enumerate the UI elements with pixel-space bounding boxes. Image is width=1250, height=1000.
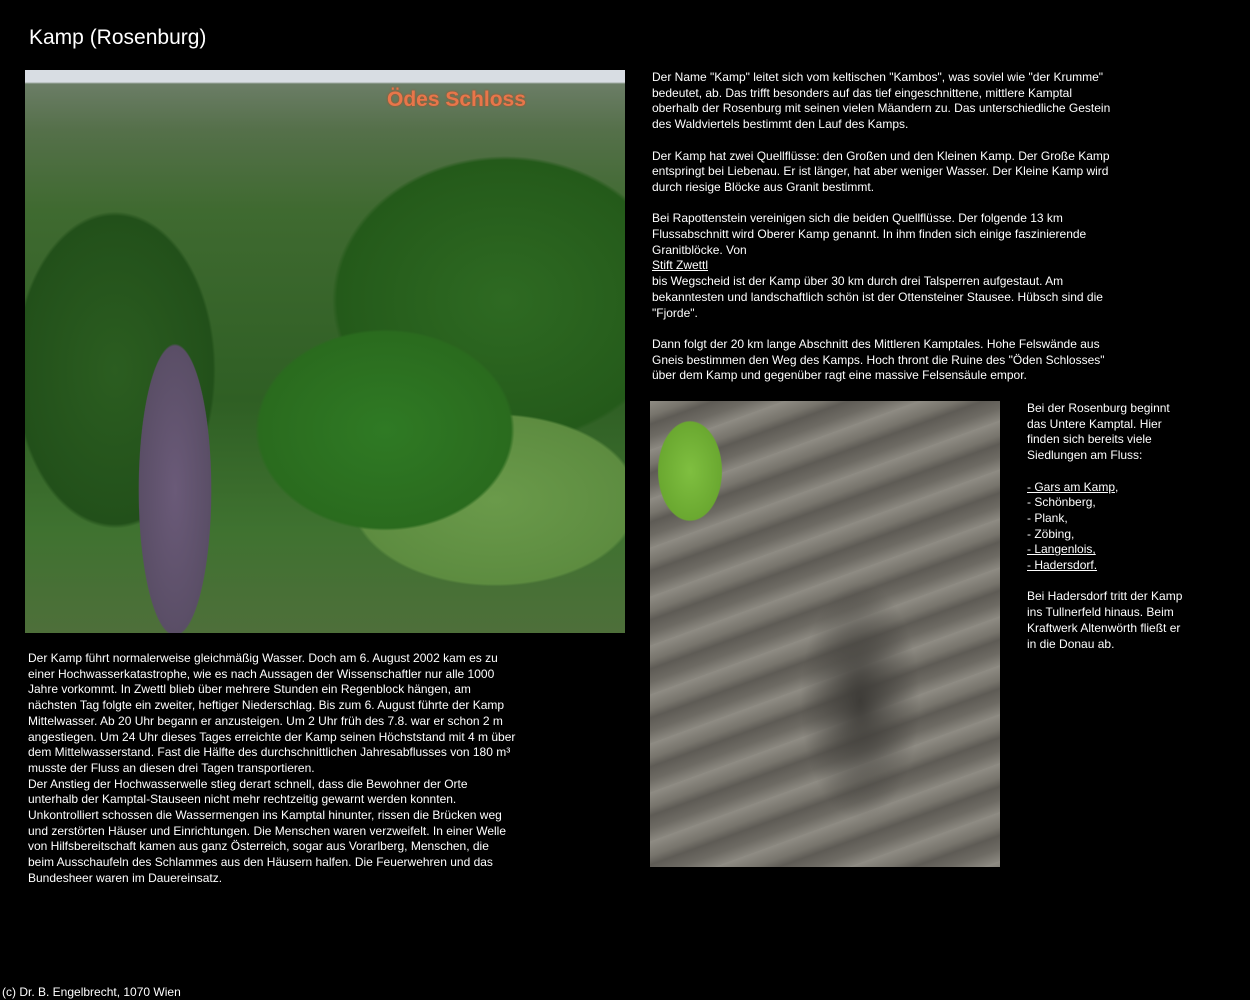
photo-label: Ödes Schloss [387,88,526,111]
rock-face-photo [650,401,1000,867]
copyright-footer: (c) Dr. B. Engelbrecht, 1070 Wien [2,985,181,999]
paragraph-name-origin: Der Name "Kamp" leitet sich vom keltischen "Kambos", was soviel wie "der Krumme" bedeutet, ab. Das trifft besonders auf das tief eingeschnittene, mittlere Kamptal oberhalb der Rosenburg mit seinen vielen Mäandern zu. Das unterschiedliche Gestein des Waldviertels bestimmt den Lauf des Kamps. [652,70,1111,132]
lower-kamp-sidebar [1027,401,1187,668]
page-title: Kamp (Rosenburg) [29,26,207,49]
settlement-list [1027,480,1187,574]
sidebar-outro: Bei Hadersdorf tritt der Kamp ins Tullnerfeld hinaus. Beim Kraftwerk Altenwörth fließt er in die Donau ab. [1027,589,1183,651]
sidebar-intro: Bei der Rosenburg beginnt das Untere Kamptal. Hier finden sich bereits viele Siedlungen am Fluss: [1027,401,1170,463]
flood-description [28,651,518,887]
rock-shadow [800,581,920,821]
settlement-plank: - Plank, [1027,510,1068,525]
settlement-zoebing: - Zöbing, [1027,526,1075,541]
link-langenlois[interactable]: - Langenlois, [1027,542,1096,557]
paragraph-flood-2002: Der Kamp führt normalerweise gleichmäßig Wasser. Doch am 6. August 2002 kam es zu einer Hochwasserkatastrophe, wie es nach Aussagen der Wissenschaftler nur alle 1000 Jahre vorkommt. In Zwettl blieb über mehrere Stunden ein Regenblock hängen, am nächsten Tag folgte ein zweiter, heftiger Niederschlag. Bis zum 6. August führte der Kamp Mittelwasser. Ab 20 Uhr begann er anzusteigen. Um 2 Uhr früh des 7.8. war er schon 2 m angestiegen. Um 24 Uhr dieses Tages erreichte der Kamp seinen Höchststand mit 4 m über dem Mittelwasserstand. Fast die Hälfte des durchschnittlichen Jahresabflusses von 180 m³ musste der Fluss an diesen drei Tagen transportieren. [28,651,516,775]
link-stift-zwettl[interactable]: Stift Zwettl [652,258,709,273]
paragraph-upper-kamp [652,211,1112,321]
settlement-schoenberg: - Schönberg, [1027,495,1096,510]
paragraph-sources: Der Kamp hat zwei Quellflüsse: den Großen und den Kleinen Kamp. Der Große Kamp entspringt bei Liebenau. Er ist länger, hat aber weniger Wasser. Der Kleine Kamp wird durch riesige Blöcke aus Granit bestimmt. [652,148,1110,194]
link-gars-am-kamp[interactable]: - Gars am Kamp, [1027,479,1119,494]
kamp-valley-photo [25,70,625,633]
paragraph-middle-kamp: Dann folgt der 20 km lange Abschnitt des Mittleren Kamptales. Hohe Felswände aus Gneis bestimmen den Weg des Kamps. Hoch thront die Ruine des "Öden Schlosses" über dem Kamp und gegenüber ragt eine massive Felsensäule empor. [652,336,1105,383]
upper-kamp-text: Bei Rapottenstein vereinigen sich die beiden Quellflüsse. Der folgende 13 km Flussabschnitt wird Oberer Kamp genannt. In ihm finden sich einige faszinierende Granitblöcke. Von [652,211,1087,257]
link-hadersdorf[interactable]: - Hadersdorf. [1027,558,1098,573]
kamp-description [652,70,1112,400]
paragraph-flood-aftermath: Der Anstieg der Hochwasserwelle stieg derart schnell, dass die Bewohner der Orte unterhalb der Kamptal-Stauseen nicht mehr rechtzeitig gewarnt werden konnten. Unkontrolliert schossen die Wassermengen ins Kamptal hinunter, rissen die Brücken weg und zerstörten Häuser und Einrichtungen. Die Menschen waren verzweifelt. In einer Welle von Hilfsbereitschaft kamen aus ganz Österreich, sogar aus Vorarlberg, Menschen, die beim Ausschaufeln des Schlammes aus den Häusern halfen. Die Feuerwehren und das Bundesheer waren im Dauereinsatz. [28,776,507,885]
upper-kamp-text-cont: bis Wegscheid ist der Kamp über 30 km durch drei Talsperren aufgestaut. Am bekanntesten und landschaftlich schön ist der Ottensteiner Stausee. Hübsch sind die "Fjorde". [652,274,1103,320]
